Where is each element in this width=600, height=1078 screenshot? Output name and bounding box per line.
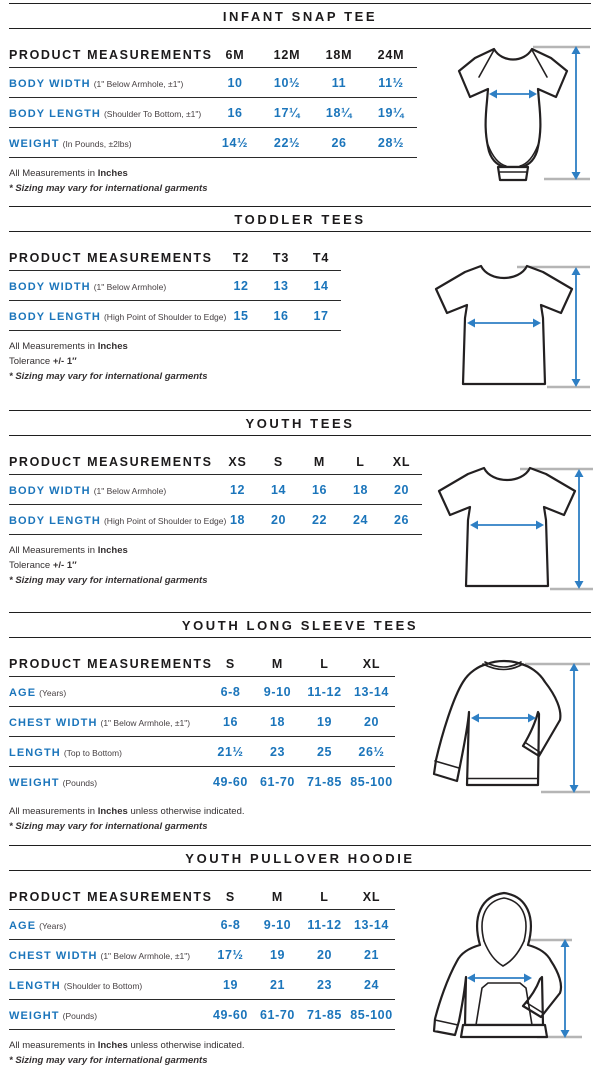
table-row [9, 969, 395, 999]
measurement-value: 11-12 [301, 909, 348, 939]
measurement-label: WEIGHT [9, 138, 60, 150]
measurement-value: 14 [258, 475, 299, 505]
column-header-t3: T3 [261, 246, 301, 271]
measurement-label: AGE [9, 919, 37, 932]
measurement-value: 17 [301, 301, 341, 331]
hoodie-outline [434, 893, 561, 1037]
section-title: YOUTH PULLOVER HOODIE [185, 850, 415, 866]
column-header-s: S [207, 652, 254, 677]
footnotes [9, 544, 422, 588]
table-row [9, 271, 341, 301]
tee-outline [436, 266, 572, 384]
row-label-cell [9, 98, 209, 128]
footnote-segment: All Measurements in [9, 545, 98, 557]
measurement-note: (High Point of Shoulder to Edge) [103, 312, 227, 323]
measurement-label: BODY LENGTH [9, 311, 101, 324]
footnote-segment: All Measurements in [9, 168, 98, 179]
table-row [9, 98, 417, 128]
footnote-line [9, 355, 341, 370]
onesie-diagram [439, 37, 591, 189]
table-block [9, 450, 422, 588]
footnotes [9, 1039, 395, 1068]
body-length-arrow [572, 46, 581, 180]
measurement-value: 13-14 [348, 909, 395, 939]
youth-tees-section [0, 410, 600, 612]
section-title-bar [9, 845, 591, 871]
measurement-note: (1" Below Armhole, ±1") [93, 79, 184, 89]
measurement-note: (Pounds) [62, 1010, 98, 1021]
table-header-label: PRODUCT MEASUREMENTS [9, 652, 207, 677]
section-title: YOUTH LONG SLEEVE TEES [181, 618, 419, 634]
measurement-label: BODY WIDTH [9, 281, 91, 294]
measurement-value: 12 [221, 271, 261, 301]
measurement-value: 10 [209, 68, 261, 98]
table-header-row [9, 652, 395, 677]
measurement-value: 11 [313, 68, 365, 98]
footnote-line [9, 805, 395, 820]
measurement-value: 26 [313, 128, 365, 158]
row-label-cell [9, 909, 207, 939]
column-header-xs: XS [217, 450, 258, 475]
measurement-value: 12 [217, 475, 258, 505]
row-label-cell [9, 68, 209, 98]
footnote-segment: unless otherwise indicated. [127, 806, 245, 818]
measurement-label: BODY WIDTH [9, 78, 91, 90]
footnote-line [9, 559, 422, 574]
measurement-value: 24 [340, 505, 381, 535]
measurement-value: 14 [301, 271, 341, 301]
measurement-label: WEIGHT [9, 777, 60, 790]
measurement-value: 24 [348, 969, 395, 999]
measurement-note: (Pounds) [62, 778, 98, 789]
measurement-value: 18 [254, 707, 301, 737]
measurement-value: 18 [217, 505, 258, 535]
table-header-row [9, 450, 422, 475]
footnote-line [9, 340, 341, 355]
measurement-value: 13-14 [348, 677, 395, 707]
measurement-value: 13 [261, 271, 301, 301]
column-header-l: L [301, 652, 348, 677]
footnote-segment: Inches [97, 1039, 128, 1051]
table-row [9, 505, 422, 535]
row-label-cell [9, 301, 227, 331]
column-header-t4: T4 [301, 246, 341, 271]
table-row [9, 68, 417, 98]
measurement-value: 71-85 [301, 999, 348, 1029]
row-label-cell [9, 505, 227, 535]
tee-diagram [422, 454, 594, 602]
measurement-note: (1" Below Armhole, ±1") [100, 950, 191, 961]
table-row [9, 909, 395, 939]
measurement-label: WEIGHT [9, 1009, 60, 1022]
table-header-label: PRODUCT MEASUREMENTS [9, 450, 217, 475]
measurement-label: CHEST WIDTH [9, 717, 98, 730]
body-length-arrow [575, 469, 584, 589]
measurement-value: 20 [348, 707, 395, 737]
row-label-cell [9, 677, 207, 707]
measurement-value: 19 [254, 939, 301, 969]
section-content [0, 232, 600, 404]
table-row [9, 677, 395, 707]
size-table [9, 43, 417, 158]
infant-snap-tee-section [0, 3, 600, 206]
table-header-row [9, 885, 395, 910]
measurement-note: (Shoulder to Bottom) [63, 980, 143, 991]
measurement-value: 26 [381, 505, 422, 535]
footnotes [9, 340, 341, 384]
column-header-24m: 24M [365, 43, 417, 68]
tee-diagram [419, 252, 591, 400]
column-header-m: M [299, 450, 340, 475]
measurement-value: 6-8 [207, 677, 254, 707]
measurement-value: 23 [254, 737, 301, 767]
footnote-segment: * Sizing may vary for international garments [9, 370, 208, 382]
measurement-value: 16 [261, 301, 301, 331]
measurement-note: (Top to Bottom) [63, 748, 122, 759]
table-header-row [9, 246, 341, 271]
hoodie-diagram [419, 885, 591, 1049]
measurement-value: 20 [381, 475, 422, 505]
measurement-value: 16 [299, 475, 340, 505]
size-table [9, 450, 422, 535]
section-title-bar [9, 3, 591, 29]
onesie-outline [459, 49, 567, 180]
section-content [0, 29, 600, 200]
table-row [9, 939, 395, 969]
measurement-label: LENGTH [9, 747, 61, 760]
column-header-12m: 12M [261, 43, 313, 68]
footnote-line [9, 1039, 395, 1054]
size-table [9, 652, 395, 796]
footnote-segment: * Sizing may vary for international garments [9, 574, 208, 586]
table-block [9, 885, 395, 1068]
table-row [9, 301, 341, 331]
column-header-m: M [254, 885, 301, 910]
footnote-segment: All Measurements in [9, 341, 98, 353]
row-label-cell [9, 939, 207, 969]
section-content [0, 871, 600, 1072]
measurement-value: 16 [207, 707, 254, 737]
measurement-value: 11½ [365, 68, 417, 98]
measurement-value: 22½ [261, 128, 313, 158]
measurement-value: 19 [207, 969, 254, 999]
table-row [9, 475, 422, 505]
row-label-cell [9, 767, 207, 797]
footnote-line [9, 370, 341, 385]
table-row [9, 128, 417, 158]
measurement-value: 23 [301, 969, 348, 999]
column-header-xl: XL [381, 450, 422, 475]
footnote-segment: Tolerance [9, 356, 53, 368]
section-title: YOUTH TEES [245, 416, 355, 432]
youth-long-sleeve-tees-section [0, 612, 600, 844]
footnote-line [9, 182, 417, 197]
measurement-label: AGE [9, 687, 37, 700]
measurement-value: 19¼ [365, 98, 417, 128]
column-header-s: S [207, 885, 254, 910]
measurement-label: BODY LENGTH [9, 515, 101, 528]
row-label-cell [9, 128, 209, 158]
footnote-segment: Inches [97, 168, 128, 179]
measurement-note: (Shoulder To Bottom, ±1") [103, 109, 202, 119]
measurement-value: 17¼ [261, 98, 313, 128]
measurement-note: (Years) [39, 920, 67, 931]
toddler-tees-section [0, 206, 600, 410]
footnotes [9, 167, 417, 196]
table-block [9, 43, 417, 196]
measurement-label: LENGTH [9, 979, 61, 992]
row-label-cell [9, 737, 207, 767]
column-header-18m: 18M [313, 43, 365, 68]
table-header-label: PRODUCT MEASUREMENTS [9, 885, 207, 910]
measurement-value: 85-100 [348, 999, 395, 1029]
table-header-label: PRODUCT MEASUREMENTS [9, 43, 209, 68]
measurement-value: 15 [221, 301, 261, 331]
footnote-segment: Inches [97, 341, 128, 353]
section-title: INFANT SNAP TEE [222, 9, 378, 24]
table-header-label: PRODUCT MEASUREMENTS [9, 246, 221, 271]
measurement-label: BODY LENGTH [9, 108, 101, 120]
section-content [0, 638, 600, 838]
size-table [9, 246, 341, 331]
footnote-segment: unless otherwise indicated. [127, 1039, 245, 1051]
table-row [9, 999, 395, 1029]
row-label-cell [9, 999, 207, 1029]
measurement-value: 19 [301, 707, 348, 737]
longsleeve-outline [434, 661, 560, 785]
row-label-cell [9, 271, 221, 301]
tee-diagram-wrapper [422, 454, 594, 602]
section-title-bar [9, 206, 591, 232]
measurement-note: (1" Below Armhole, ±1") [100, 718, 191, 729]
measurement-value: 61-70 [260, 775, 295, 790]
measurement-value: 28½ [365, 128, 417, 158]
measurement-value: 20 [301, 939, 348, 969]
column-header-l: L [301, 885, 348, 910]
row-label-cell [9, 707, 207, 737]
size-table [9, 885, 395, 1030]
column-header-m: M [254, 652, 301, 677]
measurement-note: (1" Below Armhole) [93, 282, 167, 293]
footnote-segment: All measurements in [9, 806, 98, 818]
measurement-value: 25 [301, 737, 348, 767]
table-row [9, 707, 395, 737]
column-header-xl: XL [348, 652, 395, 677]
measurement-label: BODY WIDTH [9, 485, 91, 498]
longsleeve-diagram [419, 652, 591, 810]
section-title: TODDLER TEES [234, 212, 366, 228]
measurement-value: 6-8 [207, 909, 254, 939]
measurement-value: 9-10 [254, 677, 301, 707]
onesie-diagram-wrapper [439, 37, 591, 189]
measurement-value: 14½ [209, 128, 261, 158]
body-length-arrow [572, 267, 581, 387]
footnote-segment: +/- 1″ [52, 356, 77, 368]
measurement-value: 9-10 [254, 909, 301, 939]
footnote-line [9, 820, 395, 835]
measurement-value: 71-85 [307, 775, 342, 790]
measurement-value: 21 [254, 969, 301, 999]
footnote-line [9, 574, 422, 589]
section-content [0, 436, 600, 606]
measurement-value: 61-70 [254, 999, 301, 1029]
footnote-segment: * Sizing may vary for international garments [9, 1054, 208, 1066]
measurement-value: 21 [348, 939, 395, 969]
footnote-line [9, 544, 422, 559]
measurement-note: (1" Below Armhole) [93, 486, 167, 497]
measurement-value: 18¼ [313, 98, 365, 128]
measurement-value: 85-100 [350, 775, 393, 790]
column-header-6m: 6M [209, 43, 261, 68]
youth-pullover-hoodie-section [0, 845, 600, 1078]
measurement-value: 22 [299, 505, 340, 535]
hoodie-diagram-wrapper [419, 885, 591, 1049]
row-label-cell [9, 475, 217, 505]
table-row [9, 737, 395, 767]
measurement-value: 11-12 [301, 677, 348, 707]
measurement-value: 49-60 [213, 775, 248, 790]
measurement-value: 20 [258, 505, 299, 535]
measurement-value: 18 [340, 475, 381, 505]
table-row [9, 767, 395, 797]
measurement-value: 17½ [207, 939, 254, 969]
footnote-segment: All measurements in [9, 1039, 98, 1051]
footnote-line [9, 167, 417, 182]
footnote-segment: * Sizing may vary for international garments [9, 821, 208, 833]
table-block [9, 652, 395, 834]
length-arrow [570, 663, 579, 793]
footnote-segment: +/- 1″ [52, 560, 77, 572]
footnote-segment: Tolerance [9, 560, 53, 572]
footnote-segment: * Sizing may vary for international garments [9, 182, 208, 194]
footnotes [9, 805, 395, 834]
column-header-xl: XL [348, 885, 395, 910]
measurement-value: 10½ [261, 68, 313, 98]
measurement-value: 16 [209, 98, 261, 128]
column-header-l: L [340, 450, 381, 475]
section-title-bar [9, 410, 591, 436]
measurement-value: 49-60 [207, 999, 254, 1029]
footnote-segment: Inches [97, 806, 128, 818]
measurement-note: (Years) [39, 688, 67, 699]
table-header-row [9, 43, 417, 68]
section-title-bar [9, 612, 591, 638]
footnote-line [9, 1054, 395, 1069]
row-label-cell [9, 969, 207, 999]
column-header-s: S [258, 450, 299, 475]
tee-outline [439, 468, 575, 586]
measurement-note: (In Pounds, ±2lbs) [62, 139, 132, 149]
measurement-value: 21½ [207, 737, 254, 767]
measurement-note: (High Point of Shoulder to Edge) [103, 516, 227, 527]
longsleeve-diagram-wrapper [419, 652, 591, 810]
table-block [9, 246, 341, 384]
column-header-t2: T2 [221, 246, 261, 271]
measurement-value: 26½ [348, 737, 395, 767]
measurement-label: CHEST WIDTH [9, 949, 98, 962]
footnote-segment: Inches [97, 545, 128, 557]
tee-diagram-wrapper [419, 252, 591, 400]
